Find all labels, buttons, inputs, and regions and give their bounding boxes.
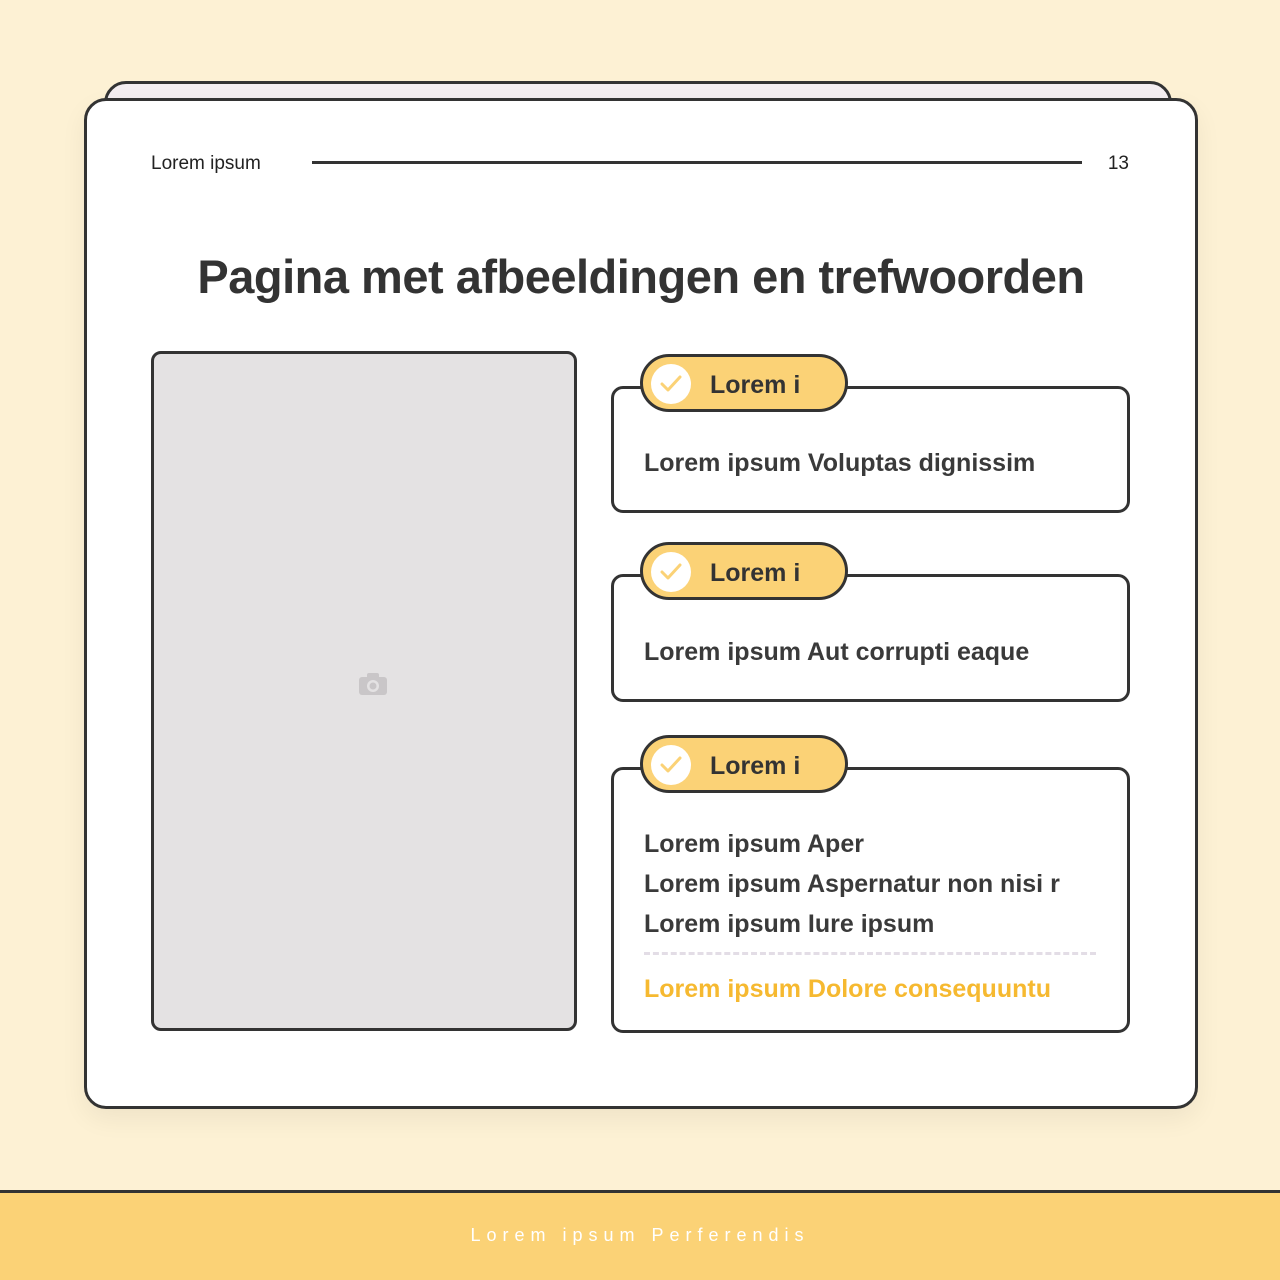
list-item: Lorem ipsum Iure ipsum bbox=[644, 910, 935, 938]
camera-icon bbox=[358, 672, 388, 701]
badge-label: Lorem i bbox=[710, 371, 801, 399]
check-icon bbox=[651, 552, 691, 592]
footer-text: Lorem ipsum Perferendis bbox=[470, 1225, 810, 1245]
highlight-text: Lorem ipsum Dolore consequuntu bbox=[644, 975, 1051, 1003]
card-text: Lorem ipsum Aut corrupti eaque bbox=[644, 638, 1030, 666]
check-icon bbox=[651, 364, 691, 404]
card-list bbox=[644, 824, 1060, 944]
keyword-card-3 bbox=[611, 752, 1130, 1033]
dashed-divider bbox=[644, 952, 1096, 955]
list-item: Lorem ipsum Aspernatur non nisi r bbox=[644, 870, 1060, 898]
card-text: Lorem ipsum Voluptas dignissim bbox=[644, 449, 1036, 477]
keyword-badge bbox=[640, 354, 848, 412]
check-icon bbox=[651, 745, 691, 785]
badge-label: Lorem i bbox=[710, 752, 801, 780]
keyword-badge bbox=[640, 735, 848, 793]
keyword-card-1 bbox=[611, 371, 1130, 513]
page-card bbox=[84, 98, 1198, 1109]
header-divider bbox=[312, 161, 1082, 164]
header-label: Lorem ipsum bbox=[151, 153, 261, 174]
list-item: Lorem ipsum Aper bbox=[644, 830, 864, 858]
badge-label: Lorem i bbox=[710, 559, 801, 587]
image-placeholder[interactable] bbox=[151, 351, 577, 1031]
keyword-badge bbox=[640, 542, 848, 600]
keyword-card-2 bbox=[611, 559, 1130, 702]
page-number: 13 bbox=[1107, 153, 1129, 174]
page-title: Pagina met afbeeldingen en trefwoorden bbox=[197, 250, 1085, 303]
footer-bar bbox=[0, 1190, 1280, 1280]
